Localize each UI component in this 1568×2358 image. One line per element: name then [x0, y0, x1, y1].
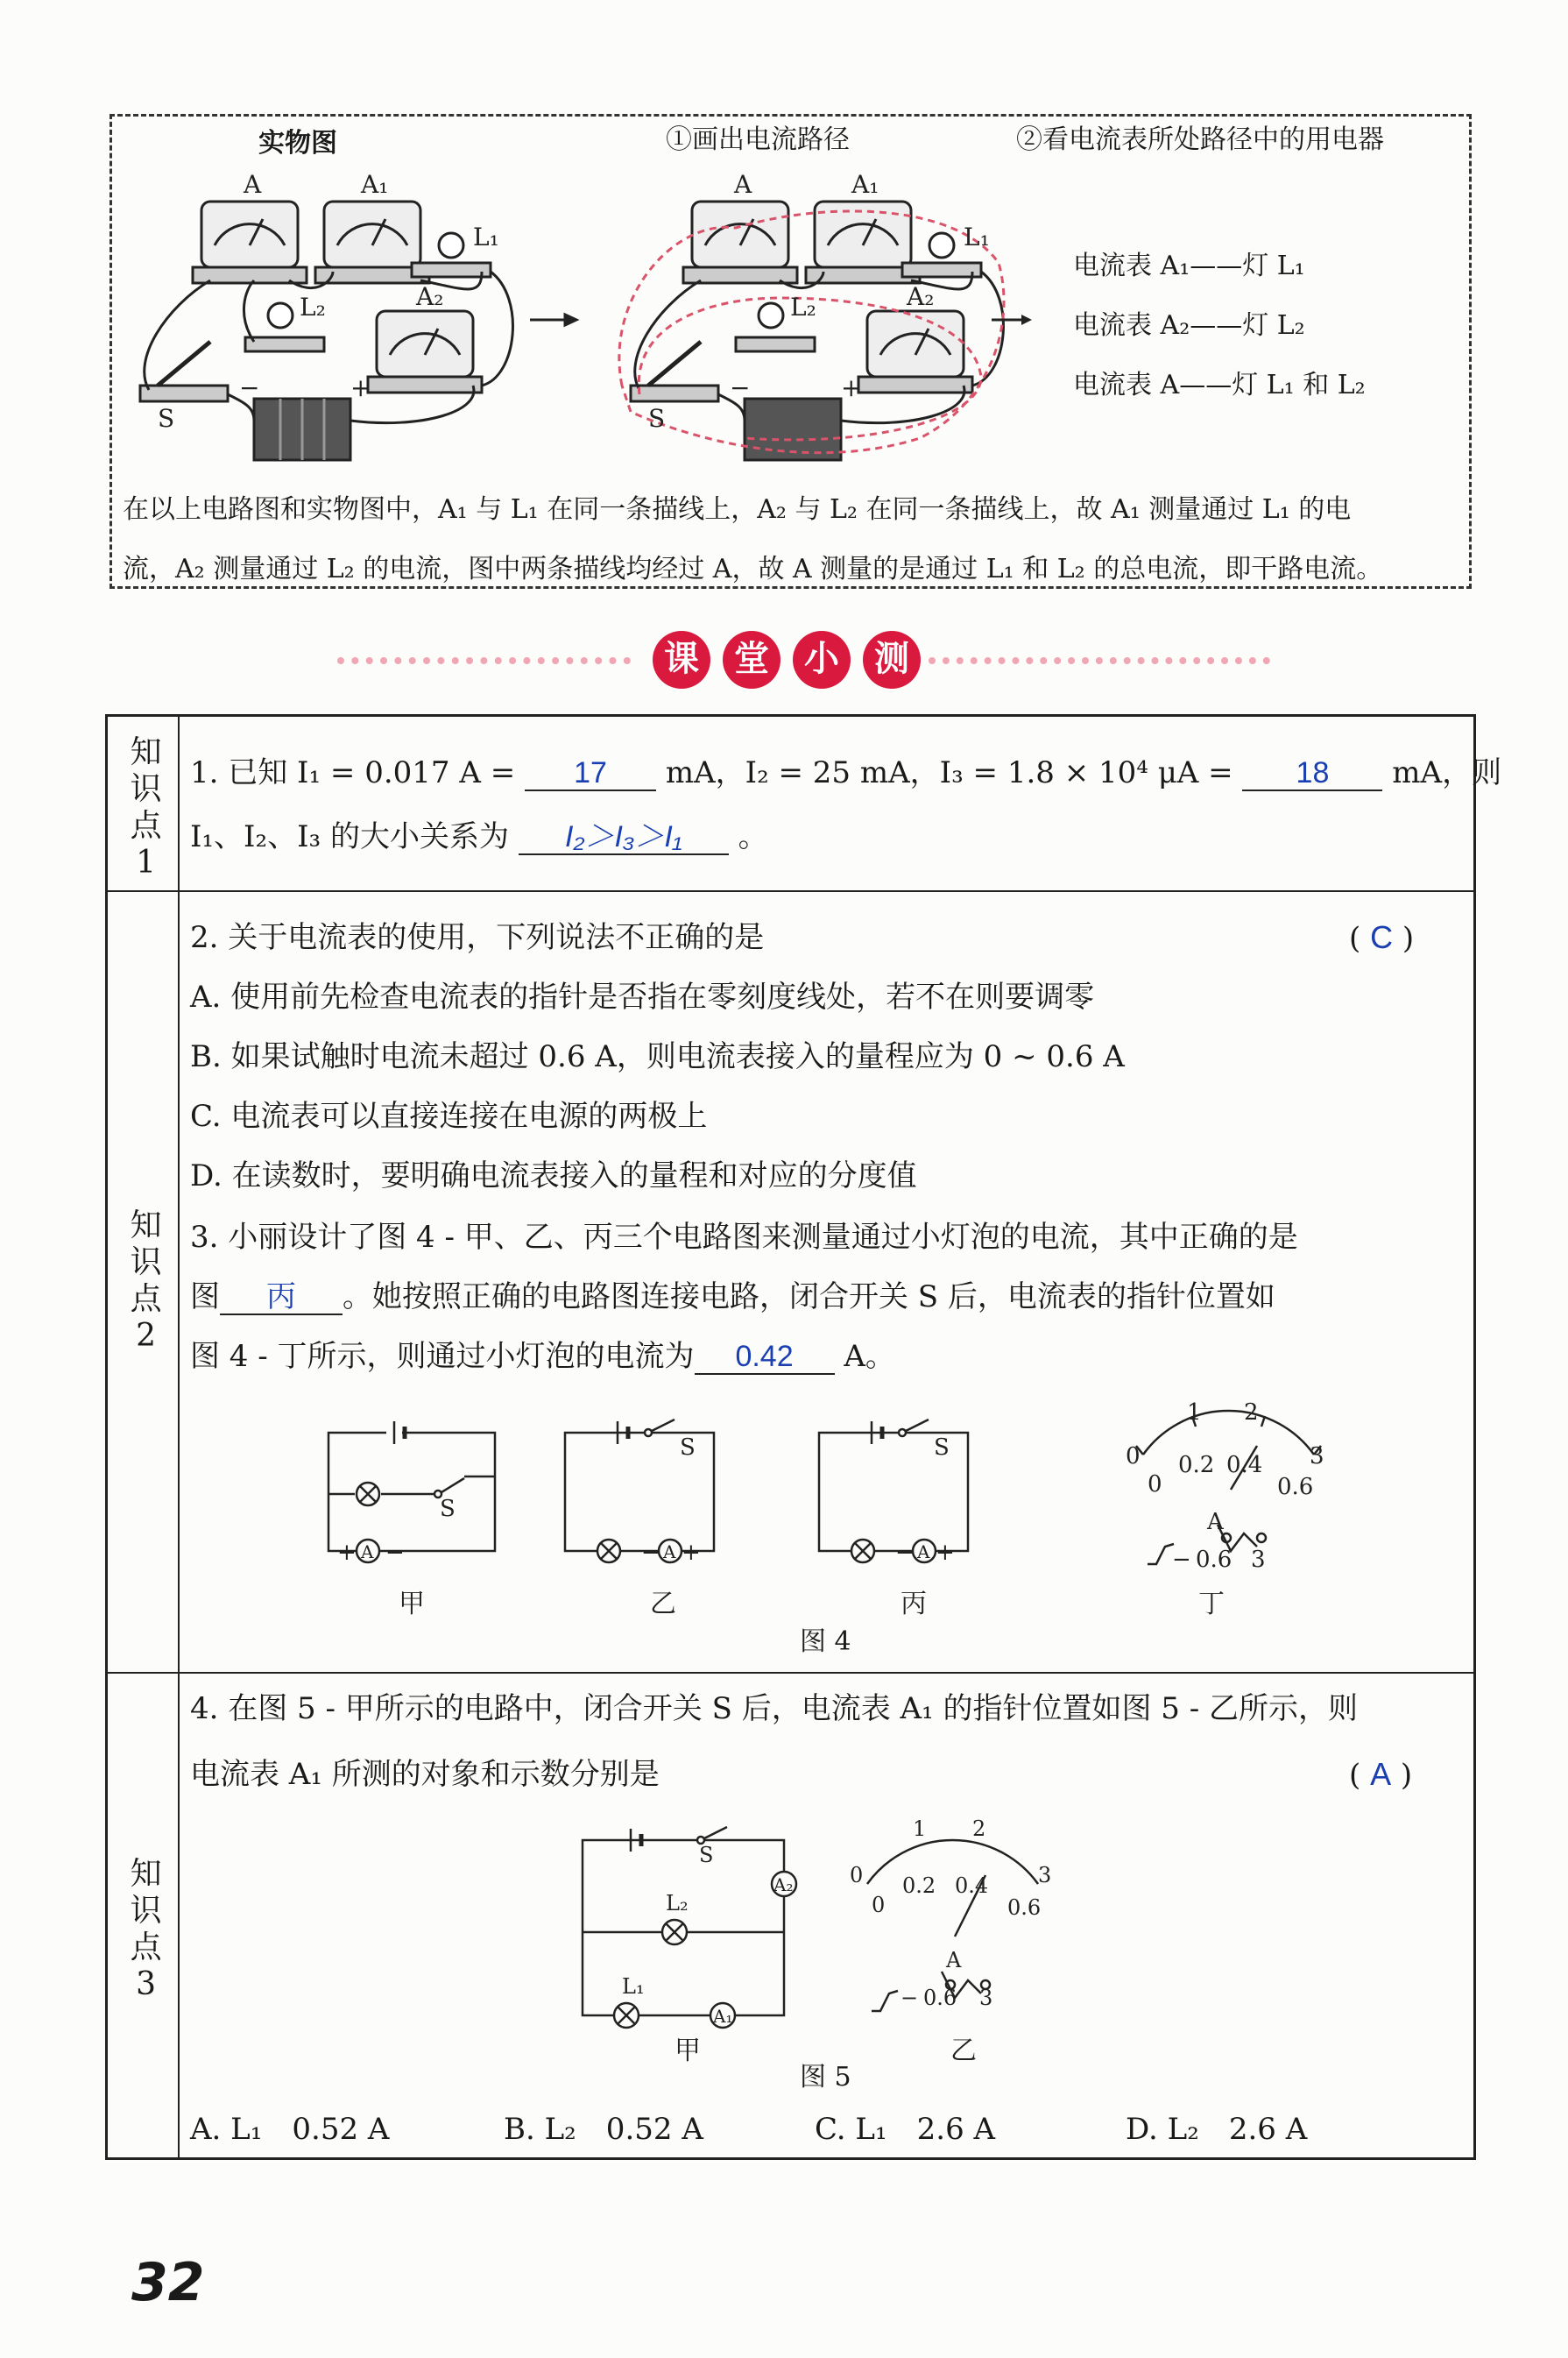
- section-title-char: 堂: [723, 631, 780, 689]
- label-A2: A₂: [416, 282, 444, 311]
- meter-top-scale: 1: [1187, 1399, 1202, 1426]
- question-1-line-1: [190, 755, 1501, 791]
- header-step2: ②看电流表所处路径中的用电器: [1016, 124, 1384, 155]
- circuit-label-S: S: [440, 1496, 456, 1522]
- mapping-line-2: 电流表 A₂——灯 L₂: [1073, 310, 1305, 341]
- q2-option-a: A. 使用前先检查电流表的指针是否指在零刻度线处，若不在则要调零: [190, 980, 1095, 1015]
- circuit-label-plus: +: [337, 1540, 357, 1566]
- circuit-label-minus: −: [641, 1540, 660, 1566]
- q2-option-c: C. 电流表可以直接连接在电源的两极上: [190, 1099, 708, 1134]
- section-title-char: 小: [793, 631, 851, 689]
- fig5-label-yi: 乙: [950, 2036, 977, 2066]
- meter-top-scale: 2: [1244, 1399, 1259, 1426]
- q3-text: 图: [190, 1279, 220, 1314]
- label-S: S: [648, 404, 666, 433]
- row-divider: [108, 1672, 1473, 1674]
- label-L1: L₁: [473, 223, 499, 251]
- page-number: 32: [131, 2252, 205, 2313]
- meter-terminal: −: [1172, 1547, 1191, 1573]
- question-3-line-3: [190, 1339, 895, 1375]
- figure-4-caption: 图 4: [800, 1626, 851, 1657]
- meter5-top-scale: 1: [913, 1816, 927, 1841]
- circuit-label-S: S: [680, 1434, 696, 1461]
- fig4-label-jia: 甲: [399, 1589, 425, 1619]
- label-A1: A₁: [851, 170, 879, 199]
- meter5-top-scale: 3: [1038, 1863, 1052, 1887]
- circuit5-label-L2: L₂: [666, 1891, 689, 1915]
- meter-bottom-scale: 0: [1148, 1471, 1162, 1498]
- circuit-5-jia: [583, 1827, 796, 2028]
- q1-blank-2[interactable]: 18: [1242, 756, 1382, 791]
- header-step1: ①画出电流路径: [666, 124, 850, 155]
- circuit-label-plus: +: [682, 1540, 701, 1566]
- meter5-bottom-scale: 0.6: [1007, 1895, 1042, 1920]
- label-L1: L₁: [964, 223, 990, 251]
- circuit5-label-S: S: [699, 1843, 714, 1867]
- section-title-char: 课: [653, 631, 710, 689]
- q1-text: 。: [738, 819, 768, 854]
- meter-top-scale: 3: [1310, 1443, 1324, 1469]
- question-3-line-1: 3. 小丽设计了图 4 - 甲、乙、丙三个电路图来测量通过小灯泡的电流，其中正确的是: [190, 1220, 1298, 1255]
- circuit-label-S: S: [934, 1434, 950, 1461]
- meter-top-scale: 0: [1126, 1443, 1141, 1469]
- explanation-line-2: 流，A₂ 测量通过 L₂ 的电流，图中两条描线均经过 A，故 A 测量的是通过 L₁ 和 L₂ 的总电流，即干路电流。: [123, 554, 1383, 584]
- meter-bottom-scale: 0.4: [1226, 1452, 1263, 1478]
- q2-answer[interactable]: C: [1370, 919, 1394, 955]
- q3-text: 图 4 - 丁所示，则通过小灯泡的电流为: [190, 1339, 695, 1374]
- fig4-label-yi: 乙: [650, 1589, 676, 1619]
- meter5-bottom-scale: 0: [872, 1893, 886, 1917]
- label-A: A: [244, 170, 262, 199]
- q4-option-d: D. L₂ 2.6 A: [1126, 2112, 1308, 2147]
- meter-terminal: 3: [1251, 1547, 1266, 1573]
- q4-option-b: B. L₂ 0.52 A: [504, 2112, 703, 2147]
- meter-bottom-scale: 0.2: [1178, 1452, 1215, 1478]
- physical-circuit-left: [140, 202, 512, 460]
- label-A: A: [734, 170, 752, 199]
- q1-text: I₁、I₂、I₃ 的大小关系为: [190, 819, 509, 854]
- question-4-line-2: 电流表 A₁ 所测的对象和示数分别是: [190, 1757, 660, 1792]
- label-L2: L₂: [300, 293, 326, 322]
- meter5-terminal: 0.6: [923, 1986, 957, 2010]
- question-2-stem: 2. 关于电流表的使用，下列说法不正确的是: [190, 920, 765, 955]
- physical-circuit-right: [619, 202, 1004, 460]
- meter5-name: A: [946, 1948, 962, 1972]
- meter5-bottom-scale: 0.2: [902, 1873, 936, 1898]
- meter-bottom-scale: 0.6: [1277, 1474, 1314, 1500]
- circuit-label-plus: +: [936, 1540, 955, 1566]
- mapping-line-3: 电流表 A——灯 L₁ 和 L₂: [1073, 370, 1366, 400]
- row-divider: [108, 890, 1473, 892]
- meter5-top-scale: 0: [850, 1863, 864, 1887]
- question-4-answer-bracket: ( A ): [1349, 1756, 1413, 1793]
- q4-answer[interactable]: A: [1370, 1756, 1392, 1792]
- question-3-line-2: [190, 1279, 1275, 1315]
- q4-option-c: C. L₁ 2.6 A: [815, 2112, 996, 2147]
- circuit-label-A: A: [361, 1541, 374, 1562]
- circuit5-label-A1: A₁: [713, 2006, 733, 2027]
- fig5-label-jia: 甲: [675, 2036, 701, 2066]
- figure-5-caption: 图 5: [800, 2062, 851, 2092]
- explanation-line-1: 在以上电路图和实物图中，A₁ 与 L₁ 在同一条描线上，A₂ 与 L₂ 在同一条描线上，故 A₁ 测量通过 L₁ 的电: [123, 494, 1352, 525]
- meter5-terminal: 3: [979, 1986, 993, 2010]
- q3-text: 。她按照正确的电路图连接电路，闭合开关 S 后，电流表的指针位置如: [343, 1279, 1275, 1314]
- question-4-line-1: 4. 在图 5 - 甲所示的电路中，闭合开关 S 后，电流表 A₁ 的指针位置如图 5 - 乙所示，则: [190, 1691, 1359, 1726]
- circuit5-label-A2: A₂: [773, 1874, 794, 1895]
- q3-blank-1[interactable]: 丙: [220, 1280, 343, 1315]
- circuit5-label-L1: L₁: [622, 1974, 645, 1999]
- meter-terminal: 0.6: [1196, 1547, 1233, 1573]
- q2-option-b: B. 如果试触时电流未超过 0.6 A，则电流表接入的量程应为 0 ~ 0.6 A: [190, 1039, 1125, 1074]
- section-title-char: 测: [863, 631, 921, 689]
- meter5-terminal: −: [901, 1986, 919, 2010]
- q1-text: mA，则: [1392, 755, 1502, 790]
- circuit-label-minus: −: [385, 1540, 405, 1566]
- label-A2: A₂: [907, 282, 935, 311]
- question-1-line-2: [190, 819, 768, 855]
- label-S: S: [158, 404, 175, 433]
- label-A1: A₁: [361, 170, 389, 199]
- knowledge-point-2: 知识点2: [130, 1207, 162, 1354]
- label-L2: L₂: [790, 293, 816, 322]
- q1-blank-1[interactable]: 17: [525, 756, 656, 791]
- circuit-label-minus: −: [895, 1540, 915, 1566]
- circuit-label-A: A: [663, 1541, 676, 1562]
- column-divider: [178, 717, 180, 2157]
- q3-text: A。: [844, 1339, 895, 1374]
- header-physical-diagram: 实物图: [258, 128, 337, 159]
- q3-blank-2[interactable]: 0.42: [695, 1340, 835, 1375]
- q1-text: 1. 已知 I₁ = 0.017 A =: [190, 755, 516, 790]
- fig4-label-ding: 丁: [1198, 1589, 1225, 1619]
- q2-option-d: D. 在读数时，要明确电流表接入的量程和对应的分度值: [190, 1158, 917, 1193]
- arrow-icon: [990, 311, 1034, 329]
- circuit-label-A: A: [917, 1541, 930, 1562]
- title-divider-left: [337, 657, 631, 664]
- physical-circuit-figure: [114, 166, 1034, 464]
- knowledge-point-3: 知识点3: [130, 1856, 162, 2002]
- q1-text: mA，I₂ = 25 mA，I₃ = 1.8 × 10⁴ μA =: [665, 755, 1233, 790]
- meter-name: A: [1207, 1509, 1224, 1535]
- label-plus: +: [350, 373, 371, 402]
- question-2-answer-bracket: ( C ): [1349, 919, 1415, 956]
- knowledge-point-1: 知识点1: [130, 734, 162, 881]
- label-plus: +: [841, 373, 862, 402]
- mapping-line-1: 电流表 A₁——灯 L₁: [1073, 251, 1305, 281]
- meter5-top-scale: 2: [972, 1816, 986, 1841]
- title-divider-right: [929, 657, 1270, 664]
- label-minus: −: [730, 373, 751, 402]
- figure-5: [569, 1814, 1095, 2068]
- label-minus: −: [239, 373, 260, 402]
- meter5-bottom-scale: 0.4: [955, 1873, 989, 1898]
- fig4-label-bing: 丙: [901, 1589, 927, 1619]
- q4-option-a: A. L₁ 0.52 A: [190, 2112, 390, 2147]
- q1-blank-3[interactable]: I₂＞I₃＞I₁: [519, 820, 729, 855]
- figure-4: [315, 1393, 1349, 1621]
